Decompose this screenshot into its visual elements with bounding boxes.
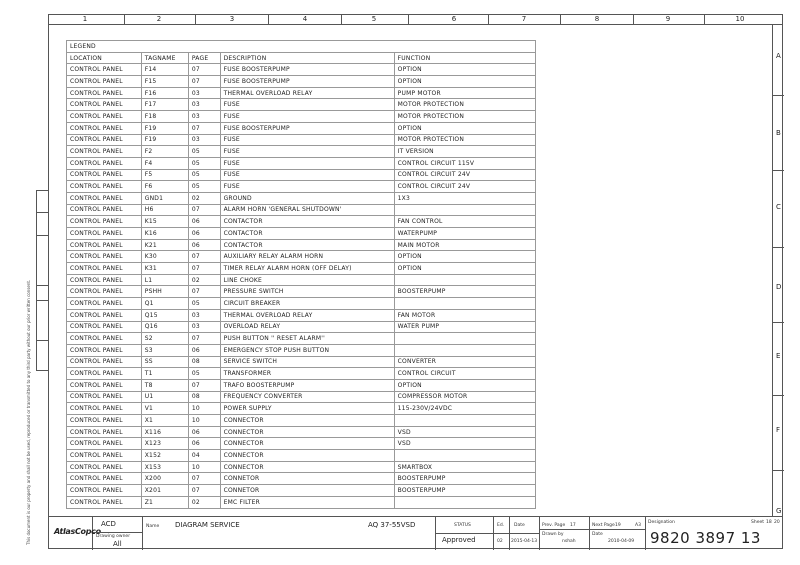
table-row — [67, 344, 536, 356]
tagname-cell: V1 — [141, 403, 188, 415]
function-cell: OPTION — [394, 251, 535, 263]
function-cell: OPTION — [394, 122, 535, 134]
function-cell: MAIN MOTOR — [394, 239, 535, 251]
description-cell: PUSH BUTTON '' RESET ALARM'' — [220, 333, 394, 345]
edition-label: Ed. — [497, 523, 505, 528]
description-cell: CONTACTOR — [220, 228, 394, 240]
description-cell: FUSE BOOSTERPUMP — [220, 76, 394, 88]
margin-line — [36, 190, 37, 370]
page-cell: 06 — [188, 228, 220, 240]
function-cell: OPTION — [394, 76, 535, 88]
page-cell: 08 — [188, 391, 220, 403]
description-cell: LINE CHOKE — [220, 274, 394, 286]
tagname-cell: X153 — [141, 461, 188, 473]
description-cell: SERVICE SWITCH — [220, 356, 394, 368]
description-cell: FUSE — [220, 99, 394, 111]
location-cell: CONTROL PANEL — [67, 76, 142, 88]
location-cell: CONTROL PANEL — [67, 485, 142, 497]
tagname-cell: Q1 — [141, 298, 188, 310]
page-cell: 07 — [188, 286, 220, 298]
function-cell: CONTROL CIRCUIT 24V — [394, 181, 535, 193]
description-cell: FUSE — [220, 146, 394, 158]
description-cell: CONNECTOR — [220, 438, 394, 450]
page-cell: 05 — [188, 298, 220, 310]
description-cell: TIMER RELAY ALARM HORN (OFF DELAY) — [220, 263, 394, 275]
name-cell — [143, 517, 436, 550]
table-row — [67, 391, 536, 403]
table-row — [67, 181, 536, 193]
column-label: 5 — [371, 15, 377, 23]
description-cell: POWER SUPPLY — [220, 403, 394, 415]
table-row — [67, 111, 536, 123]
description-cell: TRANSFORMER — [220, 368, 394, 380]
location-cell: CONTROL PANEL — [67, 344, 142, 356]
row-label: A — [776, 52, 781, 60]
location-cell: CONTROL PANEL — [67, 228, 142, 240]
description-cell: FUSE BOOSTERPUMP — [220, 64, 394, 76]
table-row — [67, 368, 536, 380]
tagname-cell: SS — [141, 356, 188, 368]
function-cell — [394, 496, 535, 508]
page-cell: 06 — [188, 216, 220, 228]
description-cell: CONTACTOR — [220, 239, 394, 251]
description-cell: FUSE BOOSTERPUMP — [220, 122, 394, 134]
column-index-bar — [48, 14, 783, 25]
header-description: DESCRIPTION — [220, 52, 394, 64]
drawing-owner-value: All — [113, 540, 122, 548]
description-cell: CIRCUIT BREAKER — [220, 298, 394, 310]
table-row — [67, 192, 536, 204]
tagname-cell: X200 — [141, 473, 188, 485]
table-row — [67, 146, 536, 158]
page-cell: 03 — [188, 99, 220, 111]
description-cell: TRAFO BOOSTERPUMP — [220, 379, 394, 391]
function-cell: BOOSTERPUMP — [394, 473, 535, 485]
header-function: FUNCTION — [394, 52, 535, 64]
owner-cell — [93, 517, 143, 550]
page-cell: 03 — [188, 321, 220, 333]
location-cell: CONTROL PANEL — [67, 496, 142, 508]
function-cell — [394, 344, 535, 356]
tagname-cell: F5 — [141, 169, 188, 181]
table-row — [67, 122, 536, 134]
tagname-cell: F14 — [141, 64, 188, 76]
designation-value: 9820 3897 13 — [650, 529, 761, 547]
page-cell: 07 — [188, 122, 220, 134]
description-cell: GROUND — [220, 192, 394, 204]
table-row — [67, 263, 536, 275]
description-cell: THERMAL OVERLOAD RELAY — [220, 87, 394, 99]
page-cell: 10 — [188, 403, 220, 415]
drawn-by-value: nshah — [562, 539, 576, 544]
location-cell: CONTROL PANEL — [67, 461, 142, 473]
page-cell: 06 — [188, 344, 220, 356]
location-cell: CONTROL PANEL — [67, 368, 142, 380]
table-row — [67, 473, 536, 485]
tagname-cell: X116 — [141, 426, 188, 438]
location-cell: CONTROL PANEL — [67, 438, 142, 450]
format-value: A3 — [635, 523, 641, 528]
table-row — [67, 496, 536, 508]
location-cell: CONTROL PANEL — [67, 450, 142, 462]
location-cell: CONTROL PANEL — [67, 403, 142, 415]
description-cell: EMERGENCY STOP PUSH BUTTON — [220, 344, 394, 356]
function-cell: MOTOR PROTECTION — [394, 99, 535, 111]
page-cell: 05 — [188, 169, 220, 181]
tagname-cell: K16 — [141, 228, 188, 240]
description-cell: PRESSURE SWITCH — [220, 286, 394, 298]
page-cell: 07 — [188, 379, 220, 391]
status-label: STATUS — [454, 523, 471, 528]
tagname-cell: T8 — [141, 379, 188, 391]
column-label: 4 — [302, 15, 308, 23]
column-label: 7 — [521, 15, 527, 23]
tagname-cell: F19 — [141, 134, 188, 146]
location-cell: CONTROL PANEL — [67, 122, 142, 134]
table-row — [67, 169, 536, 181]
column-label: 6 — [451, 15, 457, 23]
tagname-cell: F17 — [141, 99, 188, 111]
function-cell: COMPRESSOR MOTOR — [394, 391, 535, 403]
row-label: G — [776, 507, 782, 515]
row-label: C — [776, 203, 781, 211]
name-label: Name — [146, 524, 160, 529]
tagname-cell: K21 — [141, 239, 188, 251]
date-value: 2015-04-13 — [511, 539, 538, 544]
location-cell: CONTROL PANEL — [67, 309, 142, 321]
location-cell: CONTROL PANEL — [67, 473, 142, 485]
date-label: Date — [514, 523, 525, 528]
page-cell: 07 — [188, 64, 220, 76]
tagname-cell: F18 — [141, 111, 188, 123]
row-label: D — [776, 283, 782, 291]
table-row — [67, 99, 536, 111]
function-cell: CONTROL CIRCUIT — [394, 368, 535, 380]
drawing-owner-label: Drawing owner — [96, 534, 131, 539]
location-cell: CONTROL PANEL — [67, 204, 142, 216]
table-row — [67, 333, 536, 345]
description-cell: CONNETOR — [220, 473, 394, 485]
function-cell — [394, 450, 535, 462]
sheet-value: 18 — [766, 520, 772, 525]
location-cell: CONTROL PANEL — [67, 99, 142, 111]
location-cell: CONTROL PANEL — [67, 169, 142, 181]
header-tagname: TAGNAME — [141, 52, 188, 64]
location-cell: CONTROL PANEL — [67, 426, 142, 438]
logo-cell — [48, 517, 101, 550]
page-cell: 03 — [188, 111, 220, 123]
table-row — [67, 274, 536, 286]
function-cell: MOTOR PROTECTION — [394, 111, 535, 123]
location-cell: CONTROL PANEL — [67, 64, 142, 76]
page-cell: 07 — [188, 251, 220, 263]
table-row — [67, 415, 536, 427]
function-cell: BOOSTERPUMP — [394, 286, 535, 298]
prev-page-value: 17 — [570, 523, 576, 528]
tagname-cell: F6 — [141, 181, 188, 193]
column-label: 10 — [735, 15, 745, 23]
page-cell: 05 — [188, 146, 220, 158]
tagname-cell: U1 — [141, 391, 188, 403]
tagname-cell: T1 — [141, 368, 188, 380]
drawn-by-label: Drawn by — [542, 532, 564, 537]
location-cell: CONTROL PANEL — [67, 134, 142, 146]
prev-page-cell — [540, 517, 590, 550]
page-cell: 02 — [188, 192, 220, 204]
table-row — [67, 438, 536, 450]
function-cell: BOOSTERPUMP — [394, 485, 535, 497]
page-cell: 07 — [188, 204, 220, 216]
tagname-cell: X152 — [141, 450, 188, 462]
function-cell: FAN MOTOR — [394, 309, 535, 321]
page-cell: 02 — [188, 274, 220, 286]
location-cell: CONTROL PANEL — [67, 111, 142, 123]
table-row — [67, 239, 536, 251]
edition-value: 02 — [497, 539, 503, 544]
function-cell — [394, 415, 535, 427]
location-cell: CONTROL PANEL — [67, 192, 142, 204]
title-block — [48, 516, 783, 550]
location-cell: CONTROL PANEL — [67, 321, 142, 333]
location-cell: CONTROL PANEL — [67, 415, 142, 427]
tagname-cell: Q15 — [141, 309, 188, 321]
table-row — [67, 204, 536, 216]
location-cell: CONTROL PANEL — [67, 391, 142, 403]
page-cell: 03 — [188, 134, 220, 146]
tagname-cell: H6 — [141, 204, 188, 216]
column-label: 1 — [82, 15, 88, 23]
page-cell: 07 — [188, 263, 220, 275]
description-cell: CONNECTOR — [220, 415, 394, 427]
description-cell: ALARM HORN 'GENERAL SHUTDOWN' — [220, 204, 394, 216]
page-cell: 02 — [188, 496, 220, 508]
page-cell: 03 — [188, 309, 220, 321]
description-cell: AUXILIARY RELAY ALARM HORN — [220, 251, 394, 263]
tagname-cell: GND1 — [141, 192, 188, 204]
header-location: LOCATION — [67, 52, 142, 64]
location-cell: CONTROL PANEL — [67, 251, 142, 263]
tagname-cell: X123 — [141, 438, 188, 450]
sheet-total: 20 — [774, 520, 780, 525]
page-cell: 10 — [188, 415, 220, 427]
description-cell: FUSE — [220, 181, 394, 193]
function-cell: IT VERSION — [394, 146, 535, 158]
function-cell: OPTION — [394, 64, 535, 76]
function-cell — [394, 204, 535, 216]
page-cell: 08 — [188, 356, 220, 368]
function-cell: 115-230V/24VDC — [394, 403, 535, 415]
description-cell: CONTACTOR — [220, 216, 394, 228]
column-label: 3 — [229, 15, 235, 23]
column-label: 8 — [594, 15, 600, 23]
function-cell: OPTION — [394, 379, 535, 391]
description-cell: FUSE — [220, 134, 394, 146]
sheet-label: Sheet — [751, 520, 765, 525]
column-label: 9 — [665, 15, 671, 23]
location-cell: CONTROL PANEL — [67, 87, 142, 99]
table-row — [67, 450, 536, 462]
table-row — [67, 134, 536, 146]
function-cell: PUMP MOTOR — [394, 87, 535, 99]
table-row — [67, 426, 536, 438]
table-row — [67, 76, 536, 88]
tagname-cell: S2 — [141, 333, 188, 345]
tagname-cell: X201 — [141, 485, 188, 497]
location-cell: CONTROL PANEL — [67, 379, 142, 391]
function-cell: WATERPUMP — [394, 228, 535, 240]
description-cell: FREQUENCY CONVERTER — [220, 391, 394, 403]
tagname-cell: F15 — [141, 76, 188, 88]
date2-value: 2010-04-09 — [608, 539, 635, 544]
tagname-cell: Q16 — [141, 321, 188, 333]
description-cell: CONNETOR — [220, 485, 394, 497]
tagname-cell: F19 — [141, 122, 188, 134]
edition-cell — [494, 517, 510, 550]
table-row — [67, 286, 536, 298]
column-label: 2 — [156, 15, 162, 23]
page-cell: 07 — [188, 333, 220, 345]
table-row — [67, 298, 536, 310]
tagname-cell: Z1 — [141, 496, 188, 508]
copyright-note: This document is our property and shall not be used, reproduced or transmitted to any third party without our prior written consent. — [26, 279, 31, 545]
designation-cell — [646, 517, 783, 550]
description-cell: FUSE — [220, 111, 394, 123]
function-cell: FAN CONTROL — [394, 216, 535, 228]
page-cell: 07 — [188, 473, 220, 485]
tagname-cell: PSHH — [141, 286, 188, 298]
tagname-cell: F2 — [141, 146, 188, 158]
legend-title-row — [67, 41, 536, 53]
table-row — [67, 485, 536, 497]
table-row — [67, 356, 536, 368]
page-cell: 03 — [188, 87, 220, 99]
description-cell: FUSE — [220, 169, 394, 181]
location-cell: CONTROL PANEL — [67, 239, 142, 251]
description-cell: OVERLOAD RELAY — [220, 321, 394, 333]
row-label: E — [776, 352, 781, 360]
function-cell: VSD — [394, 426, 535, 438]
date-cell — [510, 517, 540, 550]
table-row — [67, 216, 536, 228]
function-cell — [394, 274, 535, 286]
location-cell: CONTROL PANEL — [67, 263, 142, 275]
table-row — [67, 309, 536, 321]
function-cell: VSD — [394, 438, 535, 450]
next-page-value: 19 — [615, 523, 621, 528]
status-cell — [436, 517, 494, 550]
function-cell: MOTOR PROTECTION — [394, 134, 535, 146]
function-cell: OPTION — [394, 263, 535, 275]
description-cell: EMC FILTER — [220, 496, 394, 508]
table-row — [67, 251, 536, 263]
page-cell: 06 — [188, 426, 220, 438]
page-cell: 10 — [188, 461, 220, 473]
atlas-copco-logo: AtlasCopco — [54, 527, 101, 536]
tagname-cell: L1 — [141, 274, 188, 286]
tagname-cell: K30 — [141, 251, 188, 263]
description-cell: FUSE — [220, 157, 394, 169]
next-page-label: Next Page — [592, 523, 615, 528]
location-cell: CONTROL PANEL — [67, 146, 142, 158]
model-value: AQ 37-55VSD — [368, 521, 416, 529]
page-cell: 06 — [188, 438, 220, 450]
row-index-bar — [772, 25, 783, 516]
table-row — [67, 403, 536, 415]
legend-title: LEGEND — [67, 41, 536, 53]
description-cell: CONNECTOR — [220, 461, 394, 473]
location-cell: CONTROL PANEL — [67, 181, 142, 193]
function-cell: CONTROL CIRCUIT 115V — [394, 157, 535, 169]
page-cell: 05 — [188, 157, 220, 169]
prev-page-label: Prev. Page — [542, 523, 566, 528]
location-cell: CONTROL PANEL — [67, 298, 142, 310]
table-row — [67, 64, 536, 76]
date2-label: Date — [592, 532, 603, 537]
tagname-cell: F16 — [141, 87, 188, 99]
table-row — [67, 228, 536, 240]
function-cell: CONVERTER — [394, 356, 535, 368]
legend-table — [66, 40, 536, 509]
name-value: DIAGRAM SERVICE — [175, 521, 240, 529]
location-cell: CONTROL PANEL — [67, 216, 142, 228]
row-label: B — [776, 129, 781, 137]
function-cell: CONTROL CIRCUIT 24V — [394, 169, 535, 181]
tagname-cell: F4 — [141, 157, 188, 169]
page-cell: 06 — [188, 239, 220, 251]
location-cell: CONTROL PANEL — [67, 286, 142, 298]
table-row — [67, 157, 536, 169]
code-value: ACD — [101, 520, 116, 528]
table-row — [67, 87, 536, 99]
table-row — [67, 461, 536, 473]
function-cell — [394, 298, 535, 310]
description-cell: CONNECTOR — [220, 450, 394, 462]
page-cell: 05 — [188, 368, 220, 380]
designation-label: Designation — [648, 520, 675, 525]
status-value: Approved — [442, 536, 476, 544]
location-cell: CONTROL PANEL — [67, 274, 142, 286]
function-cell: SMARTBOX — [394, 461, 535, 473]
tagname-cell: K31 — [141, 263, 188, 275]
row-label: F — [776, 426, 781, 434]
function-cell: WATER PUMP — [394, 321, 535, 333]
page-cell: 07 — [188, 76, 220, 88]
tagname-cell: X1 — [141, 415, 188, 427]
header-page: PAGE — [188, 52, 220, 64]
tagname-cell: S3 — [141, 344, 188, 356]
page-cell: 05 — [188, 181, 220, 193]
legend-header-row — [67, 52, 536, 64]
location-cell: CONTROL PANEL — [67, 333, 142, 345]
table-row — [67, 321, 536, 333]
page-cell: 07 — [188, 485, 220, 497]
tagname-cell: K15 — [141, 216, 188, 228]
description-cell: CONNECTOR — [220, 426, 394, 438]
page-cell: 04 — [188, 450, 220, 462]
function-cell — [394, 333, 535, 345]
function-cell: 1X3 — [394, 192, 535, 204]
location-cell: CONTROL PANEL — [67, 157, 142, 169]
next-page-cell — [590, 517, 646, 550]
location-cell: CONTROL PANEL — [67, 356, 142, 368]
description-cell: THERMAL OVERLOAD RELAY — [220, 309, 394, 321]
table-row — [67, 379, 536, 391]
